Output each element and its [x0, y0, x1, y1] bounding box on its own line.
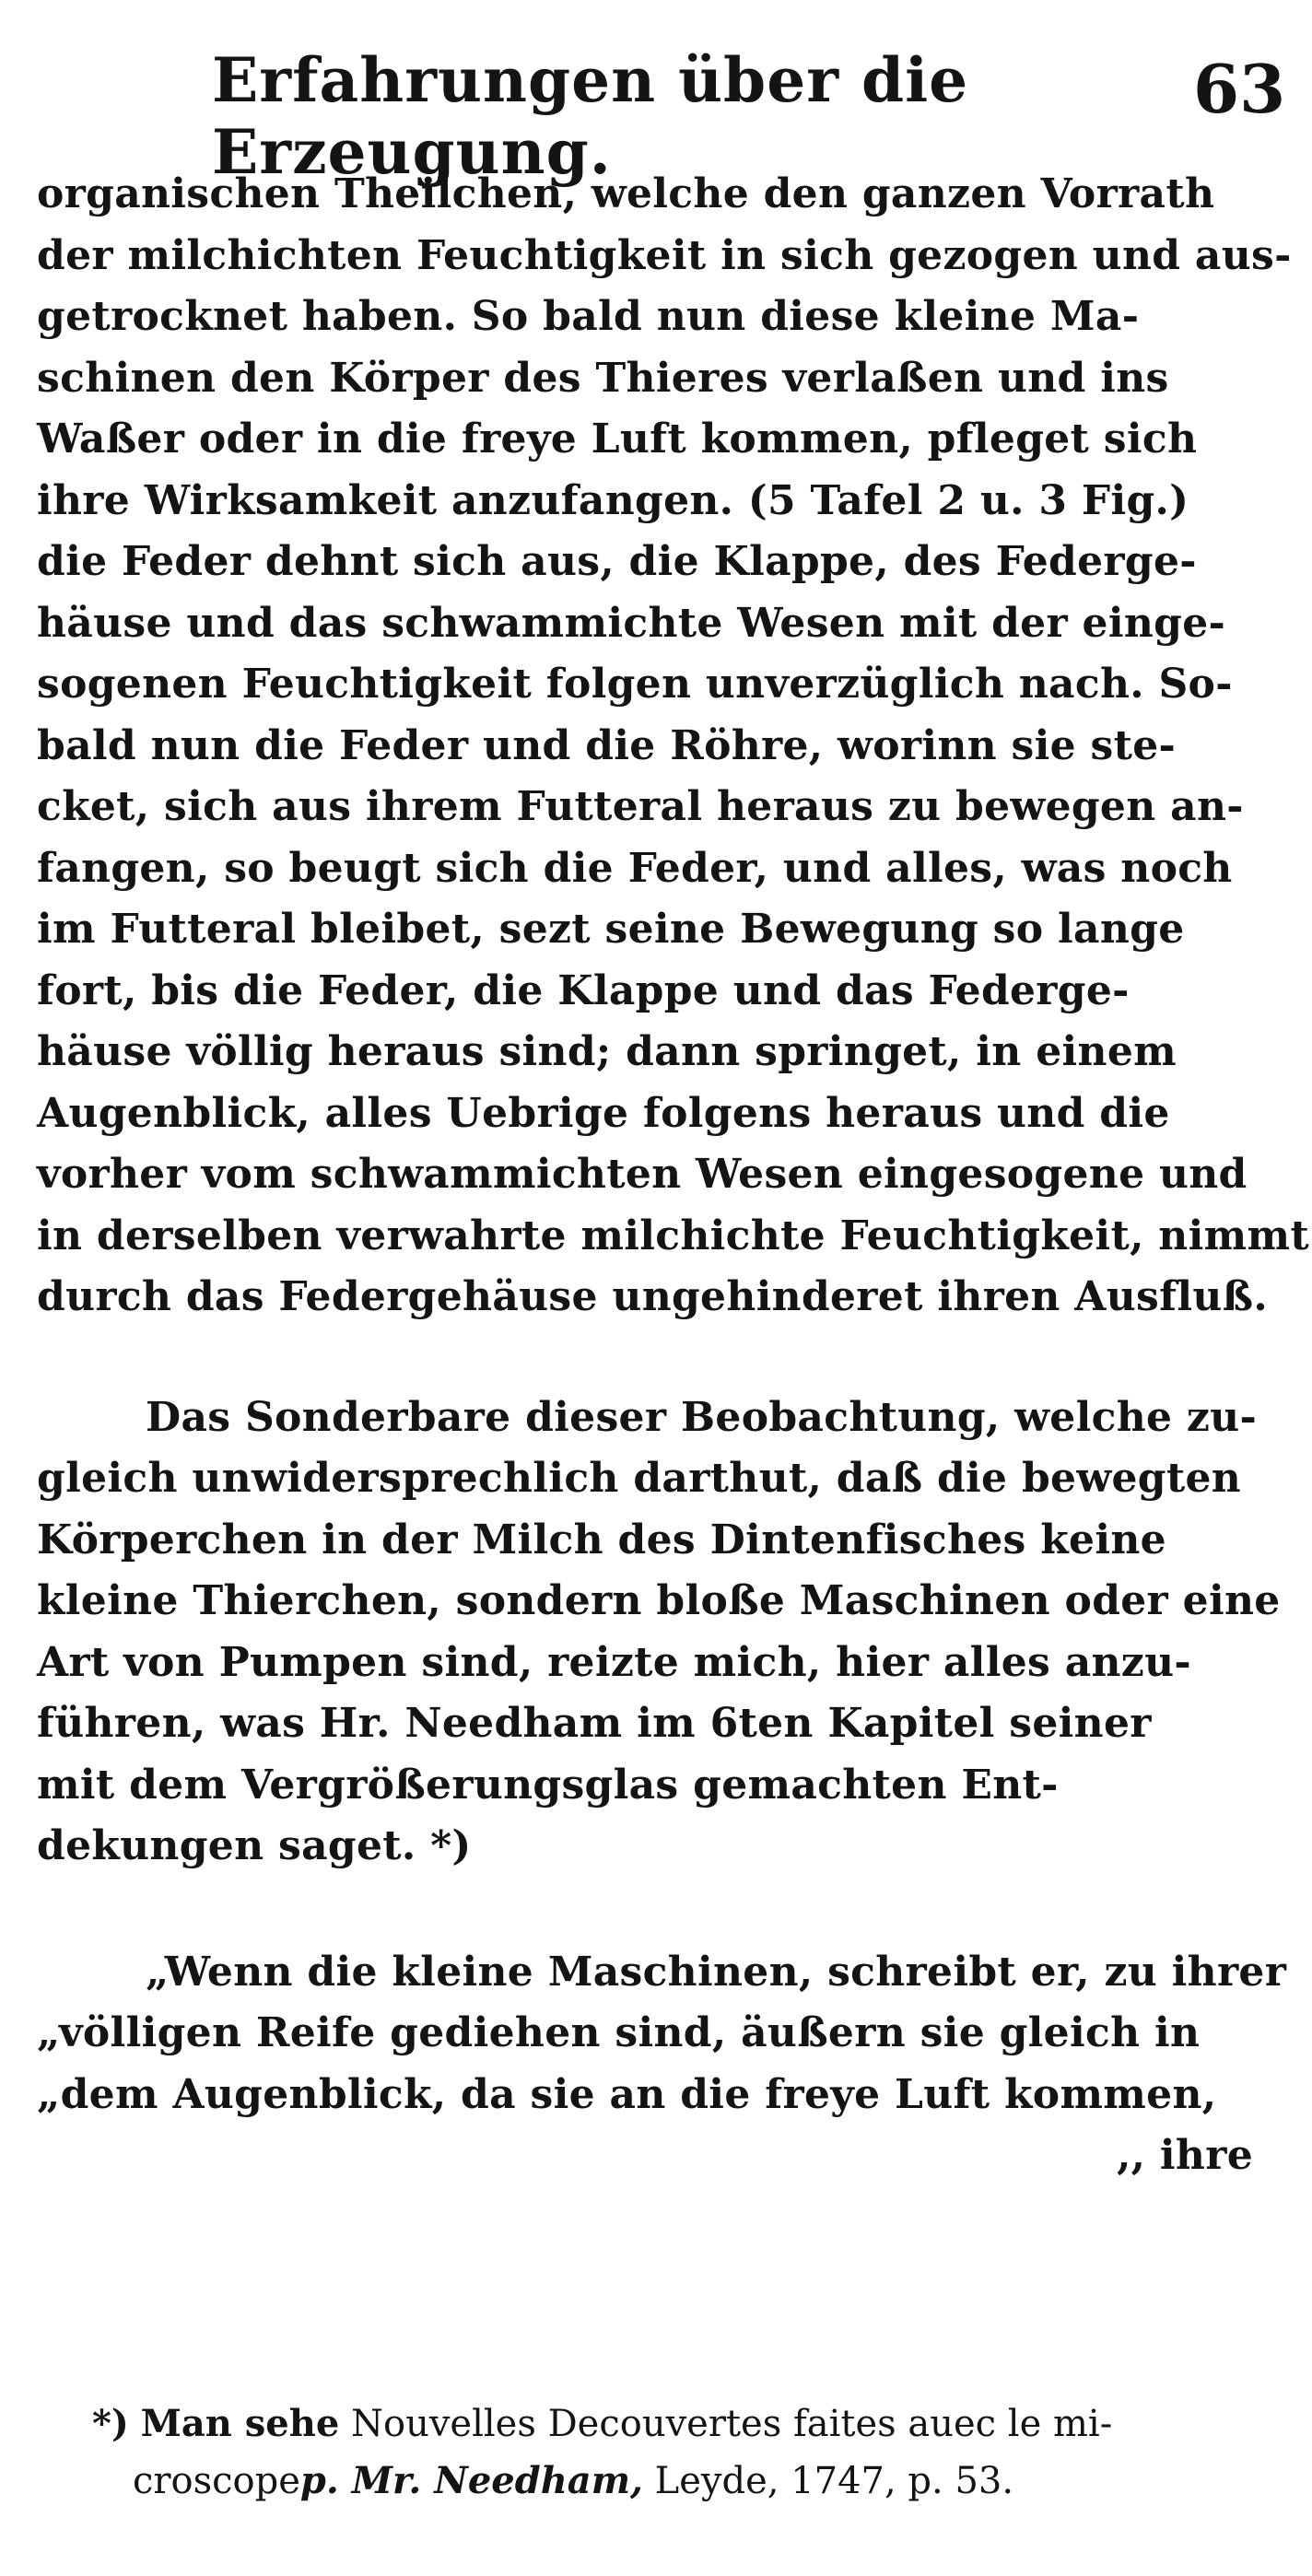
text-line: „Wenn die kleine Maschinen, schreibt er, zu ihrer [146, 1948, 1287, 1996]
footnote-author: p. Mr. Needham, [299, 2459, 643, 2502]
text-line: bald nun die Feder und die Röhre, worinn sie ste- [37, 721, 1177, 769]
text-line: vorher vom schwammichten Wesen eingesogene und [37, 1151, 1248, 1198]
text-line: getrocknet haben. So bald nun diese kleine Ma- [37, 293, 1140, 340]
footnote-lead: Man sehe [140, 2402, 340, 2445]
text-line: Art von Pumpen sind, reizte mich, hier alles anzu- [37, 1638, 1191, 1686]
text-line: kleine Thierchen, sondern bloße Maschinen oder eine [37, 1577, 1281, 1624]
text-line: sogenen Feuchtigkeit folgen unverzüglich nach. So- [37, 661, 1233, 708]
text-line: häuse und das schwammichte Wesen mit der einge- [37, 599, 1226, 647]
footnote-title: Nouvelles Decouvertes faites auec le mi- [350, 2403, 1113, 2445]
page-header [184, 35, 1290, 188]
footnote-title: croscope [133, 2460, 300, 2502]
paragraph-gap [37, 1878, 1281, 1942]
text-line: schinen den Körper des Thieres verlaßen und ins [37, 354, 1169, 402]
text-line: im Futteral bleibet, sezt seine Bewegung so lange [37, 906, 1185, 953]
running-title: Erfahrungen über die Erzeugung. [212, 44, 969, 188]
text-line: die Feder dehnt sich aus, die Klappe, des Federge- [37, 538, 1197, 585]
paragraph-continued [37, 164, 1309, 1329]
footnote-line [92, 2453, 1281, 2510]
text-line: mit dem Vergrößerungsglas gemachten Ent- [37, 1761, 1059, 1809]
text-line: führen, was Hr. Needham im 6ten Kapitel seiner [37, 1700, 1152, 1747]
text-line: in derselben verwahrte milchichte Feuchtigkeit, nimmt [37, 1212, 1309, 1259]
page-number: 63 [1193, 50, 1286, 128]
text-line: ihre Wirksamkeit anzufangen. (5 Tafel 2 u. 3 Fig.) [37, 476, 1189, 524]
text-line: cket, sich aus ihrem Futteral heraus zu bewegen an- [37, 783, 1244, 830]
footnote [92, 2395, 1281, 2510]
text-line: organischen Theilchen, welche den ganzen Vorrath [37, 170, 1215, 217]
page-body [37, 164, 1309, 2187]
text-line: „dem Augenblick, da sie an die freye Luft kommen, [37, 2070, 1217, 2118]
text-line: der milchichten Feuchtigkeit in sich gezogen und aus- [37, 231, 1292, 279]
text-line: gleich unwidersprechlich darthut, daß die bewegten [37, 1455, 1242, 1502]
catchword: ,, ihre [1117, 2132, 1253, 2179]
text-line: fort, bis die Feder, die Klappe und das Federge- [37, 966, 1130, 1014]
text-line: Waßer oder in die freye Luft kommen, pfleget sich [37, 416, 1198, 463]
text-line: „völligen Reife gediehen sind, äußern sie gleich in [37, 2009, 1201, 2056]
text-line: fangen, so beugt sich die Feder, und alles, was noch [37, 844, 1233, 892]
text-line: häuse völlig heraus sind; dann springet, in einem [37, 1028, 1177, 1075]
paragraph-observation [37, 1388, 1281, 1878]
text-line: Augenblick, alles Uebrige folgens heraus und die [37, 1089, 1170, 1137]
footnote-imprint: Leyde, 1747, p. 53. [654, 2460, 1014, 2502]
paragraph-quotation [37, 1942, 1287, 2126]
text-line: durch das Federgehäuse ungehinderet ihren Ausfluß. [37, 1273, 1268, 1320]
text-line: Das Sonderbare dieser Beobachtung, welche zu- [146, 1393, 1258, 1441]
text-line: dekungen saget. *) [37, 1822, 472, 1869]
footnote-marker: *) [92, 2402, 129, 2445]
paragraph-gap [37, 1329, 1281, 1388]
text-line: Körperchen in der Milch des Dintenfisches keine [37, 1516, 1166, 1563]
footnote-line [92, 2395, 1281, 2453]
